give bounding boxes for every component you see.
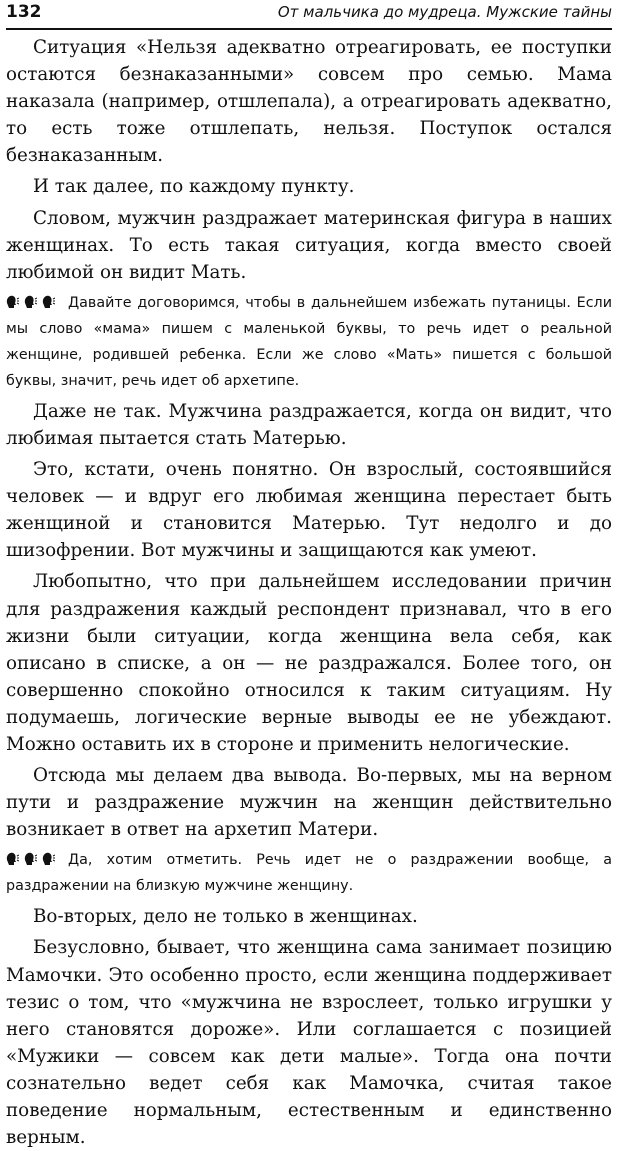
speaking-head-icon <box>6 295 19 309</box>
paragraph: Даже не так. Мужчина раздражается, когда он видит, что любимая пытается стать Матерью. <box>6 400 612 449</box>
paragraph: Любопытно, что при дальнейшем исследовании причин для раздражения каждый респондент признавал, что в его жизни были ситуации, когда женщина вела себя, как описано в списке, а он — не раздражался. Более того, он совершенно спокойно относился к таким ситуациям. Ну подумаешь, логические верные выводы ее не убеждают. Можно оставить их в стороне и применить нелогические. <box>6 571 612 755</box>
paragraph: Безусловно, бывает, что женщина сама занимает позицию Мамочки. Это особенно просто, если женщина поддерживает тезис о том, что «мужчина не взрослеет, только игрушки у него становятся дороже». Или соглашается с позицией «Мужики — совсем как дети малые». Тогда она почти сознательно ведет себя как Мамочка, считая такое поведение нормальным, естественным и единственно верным. <box>6 937 612 1149</box>
paragraph: Во-вторых, дело не только в женщинах. <box>33 906 418 928</box>
paragraph: Словом, мужчин раздражает материнская фигура в наших женщинах. То есть такая ситуация, когда вместо своей любимой он видит Мать. <box>6 207 612 283</box>
speaking-head-icon <box>42 852 55 866</box>
remark-text: Да, хотим отметить. Речь идет не о раздражении вообще, а раздражении на близкую мужчине женщину. <box>6 852 612 895</box>
paragraph: Отсюда мы делаем два вывода. Во-первых, мы на верном пути и раздражение мужчин на женщин действительно возникает в ответ на архетип Матери. <box>6 765 612 841</box>
running-title: От мальчика до мудреца. Мужские тайны <box>277 3 612 21</box>
speaking-head-icon <box>6 852 19 866</box>
speaking-head-icon <box>24 295 37 309</box>
speaking-head-icon <box>24 852 37 866</box>
page-number: 132 <box>6 2 42 22</box>
authors-remark <box>6 290 612 394</box>
speaking-head-icon <box>42 295 55 309</box>
authors-remark <box>6 847 612 899</box>
paragraph: И так далее, по каждому пункту. <box>33 176 355 198</box>
page-header <box>6 0 612 28</box>
header-rule <box>6 28 612 30</box>
remark-text: Давайте договоримся, чтобы в дальнейшем избежать путаницы. Если мы слово «мама» пишем с маленькой буквы, то речь идет о реальной женщине, родившей ребенка. Если же слово «Мать» пишется с большой буквы, значит, речь идет об архетипе. <box>6 294 612 389</box>
paragraph: Ситуация «Нельзя адекватно отреагировать, ее поступки остаются безнаказанными» совсем про семью. Мама наказала (например, отшлепала), а отреагировать адекватно, то есть тоже отшлепать, нельзя. Поступок остался безнаказанным. <box>6 37 612 167</box>
paragraph: Это, кстати, очень понятно. Он взрослый, состоявшийся человек — и вдруг его любимая женщина перестает быть женщиной и становится Матерью. Тут недолго и до шизофрении. Вот мужчины и защищаются как умеют. <box>6 459 612 562</box>
speaking-heads-marker <box>6 290 68 316</box>
page-body <box>6 34 612 1151</box>
speaking-heads-marker <box>6 847 68 873</box>
